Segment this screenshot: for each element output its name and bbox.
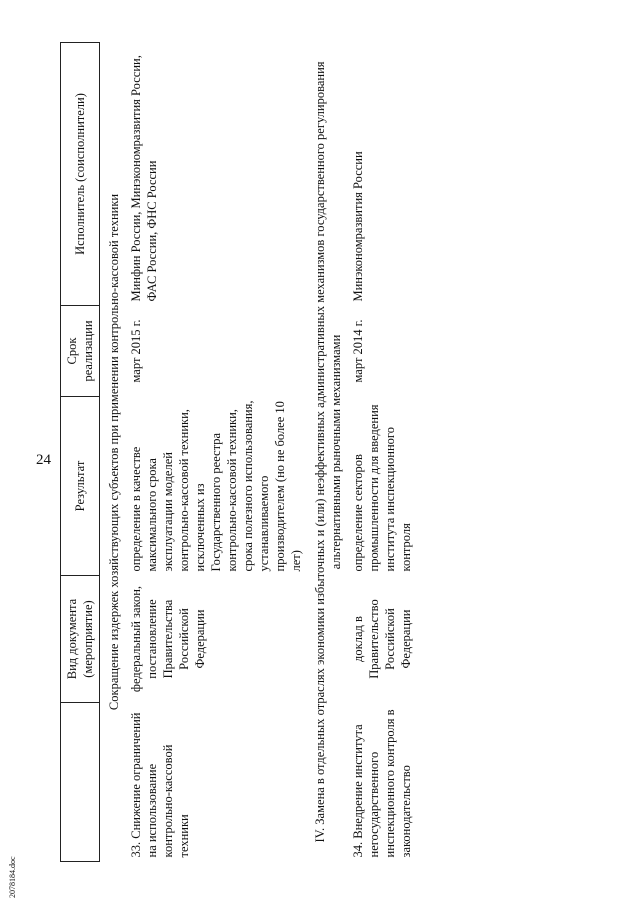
- row-34-result: определение секторов промышленности для введения института инспекционного контроля: [351, 404, 413, 572]
- table-row: [126, 43, 306, 862]
- header-term: Срок реализации: [61, 306, 100, 397]
- section-title-iv: IV. Замена в отдельных отраслях экономики избыточных и (или) неэффективных административных механизмов государственного регулирования альтернативными рыночными механизмами: [313, 61, 343, 843]
- measures-table: [60, 42, 416, 862]
- section-row: [306, 43, 348, 862]
- header-result: Результат: [61, 397, 100, 576]
- row-34-name: 34. Внедрение института негосударственного инспекционного контроля в законодательство: [351, 709, 413, 858]
- row-33-executor: Минфин России, Минэкономразвития России, ФАС России, ФНС России: [129, 55, 159, 302]
- table-header-row: [61, 43, 100, 862]
- header-executor: Исполнитель (соисполнители): [61, 43, 100, 306]
- row-34-document-type: доклад в Правительство Российской Федерации: [351, 599, 413, 679]
- row-34-executor: Минэкономразвития России: [351, 151, 365, 302]
- row-34-term: март 2014 г.: [351, 319, 365, 383]
- page-number: 24: [36, 452, 51, 468]
- table-row: [348, 43, 416, 862]
- row-33-document-type: федеральный закон, постановление Правительства Российской Федерации: [129, 585, 207, 693]
- footer-doc-code: 2078184.doc: [8, 856, 17, 898]
- header-name: [61, 703, 100, 862]
- row-33-name: 33. Снижение ограничений на использование контрольно-кассовой техники: [129, 712, 191, 858]
- row-33-term: март 2015 г.: [129, 319, 143, 383]
- rotated-page-content: [60, 42, 620, 862]
- row-33-result: определение в качестве максимального срока эксплуатации моделей контрольно-кассовой техники, исключенных из Государственного реестра контрольно-кассовой техники, срока полезного использования, устанавливаемого производителем (но не более 10 лет): [129, 400, 303, 572]
- section-row: [100, 43, 127, 862]
- section-title-cash-register: Сокращение издержек хозяйствующих субъектов при применении контрольно-кассовой техники: [107, 193, 121, 711]
- header-document-type: Вид документа (мероприятие): [61, 576, 100, 703]
